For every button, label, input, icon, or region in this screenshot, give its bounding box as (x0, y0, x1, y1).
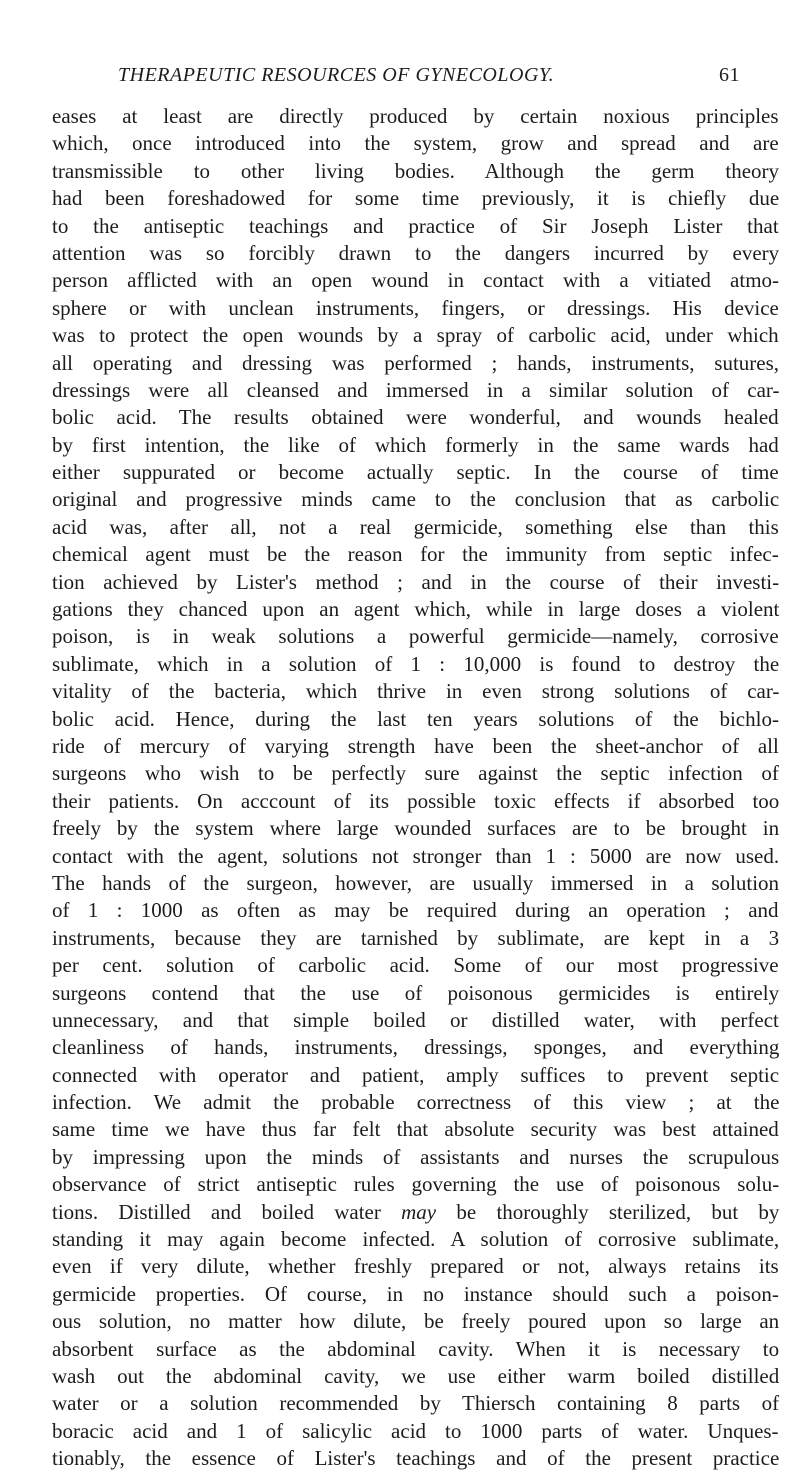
running-title: THERAPEUTIC RESOURCES OF GYNECOLOGY. (118, 64, 555, 86)
text-line: poison, is in weak solutions a powerful germicide—namely, corrosive (52, 624, 779, 649)
text-line: ride of mercury of varying strength have been the sheet-anchor of all (52, 733, 779, 758)
text-line: The hands of the surgeon, however, are usually immersed in a solution (52, 870, 780, 895)
body-text (52, 103, 779, 1473)
text-line: attention was so forcibly drawn to the dangers incurred by every (52, 240, 780, 265)
text-line: by impressing upon the minds of assistants and nurses the scrupulous (52, 1144, 780, 1169)
text-line: same time we have thus far felt that absolute security was best attained (52, 1117, 779, 1142)
text-line: boracic acid and 1 of salicylic acid to 1000 parts of water. Unques- (52, 1418, 779, 1443)
text-line: infection. We admit the probable correctness of this view ; at the (52, 1090, 780, 1115)
text-line: unnecessary, and that simple boiled or distilled water, with perfect (52, 1007, 779, 1032)
text-line: freely by the system where large wounded surfaces are to be brought in (52, 816, 780, 841)
text-line: either suppurated or become actually septic. In the course of time (52, 460, 779, 485)
text-line: surgeons contend that the use of poisonous germicides is entirely (52, 980, 780, 1005)
text-line: ous solution, no matter how dilute, be freely poured upon so large an (52, 1309, 780, 1334)
text-line: which, once introduced into the system, grow and spread and are (52, 131, 779, 156)
text-line: contact with the agent, solutions not stronger than 1 : 5000 are now used. (52, 843, 780, 868)
text-line: tions. Distilled and boiled water may be thoroughly sterilized, but by (52, 1199, 780, 1224)
text-line: gations they chanced upon an agent which, while in large doses a violent (52, 597, 780, 622)
text-line: vitality of the bacteria, which thrive in even strong solutions of car- (52, 679, 780, 704)
text-line: of 1 : 1000 as often as may be required during an operation ; and (52, 898, 779, 923)
running-head (110, 64, 740, 94)
text-line: sublimate, which in a solution of 1 : 10,000 is found to destroy the (52, 651, 780, 676)
text-line: connected with operator and patient, amply suffices to prevent septic (52, 1062, 780, 1087)
text-line: chemical agent must be the reason for the immunity from septic infec- (52, 542, 779, 567)
text-line: absorbent surface as the abdominal cavity. When it is necessary to (52, 1336, 780, 1361)
page-number: 61 (719, 64, 740, 86)
text-line: bolic acid. Hence, during the last ten years solutions of the bichlo- (52, 706, 779, 731)
text-line: dressings were all cleansed and immersed in a similar solution of car- (52, 377, 780, 402)
text-line: all operating and dressing was performed ; hands, instruments, sutures, (52, 350, 780, 375)
text-line: sphere or with unclean instruments, fingers, or dressings. His device (52, 295, 779, 320)
emphasis: may (401, 1199, 437, 1224)
text-line: cleanliness of hands, instruments, dressings, sponges, and everything (52, 1035, 780, 1060)
text-line: tion achieved by Lister's method ; and in the course of their investi- (52, 569, 780, 594)
text-line: acid was, after all, not a real germicide, something else than this (52, 514, 779, 539)
text-line: had been foreshadowed for some time previously, it is chiefly due (52, 186, 780, 211)
text-line: even if very dilute, whether freshly prepared or not, always retains its (52, 1254, 779, 1279)
text-line: was to protect the open wounds by a spray of carbolic acid, under which (52, 323, 779, 348)
text-line: person afflicted with an open wound in contact with a vitiated atmo- (52, 268, 780, 293)
text-line: observance of strict antiseptic rules governing the use of poisonous solu- (52, 1172, 780, 1197)
text-line: tionably, the essence of Lister's teachings and of the present practice (52, 1446, 780, 1471)
text-line: instruments, because they are tarnished by sublimate, are kept in a 3 (52, 925, 780, 950)
text-line: original and progressive minds came to the conclusion that as carbolic (52, 487, 780, 512)
text-line: to the antiseptic teachings and practice of Sir Joseph Lister that (52, 213, 779, 238)
text-line: transmissible to other living bodies. Although the germ theory (52, 158, 780, 183)
text-line: surgeons who wish to be perfectly sure against the septic infection of (52, 761, 779, 786)
text-line: their patients. On acccount of its possible toxic effects if absorbed too (52, 788, 780, 813)
text-line: per cent. solution of carbolic acid. Some of our most progressive (52, 953, 779, 978)
text-line: germicide properties. Of course, in no instance should such a poison- (52, 1281, 779, 1306)
text-line: eases at least are directly produced by certain noxious principles (52, 104, 779, 128)
text-line: water or a solution recommended by Thiersch containing 8 parts of (52, 1391, 780, 1416)
text-line: wash out the abdominal cavity, we use either warm boiled distilled (52, 1363, 780, 1388)
text-line: bolic acid. The results obtained were wonderful, and wounds healed (52, 405, 779, 430)
text-line: standing it may again become infected. A solution of corrosive sublimate, (52, 1227, 780, 1252)
text-line: by first intention, the like of which formerly in the same wards had (52, 432, 779, 457)
